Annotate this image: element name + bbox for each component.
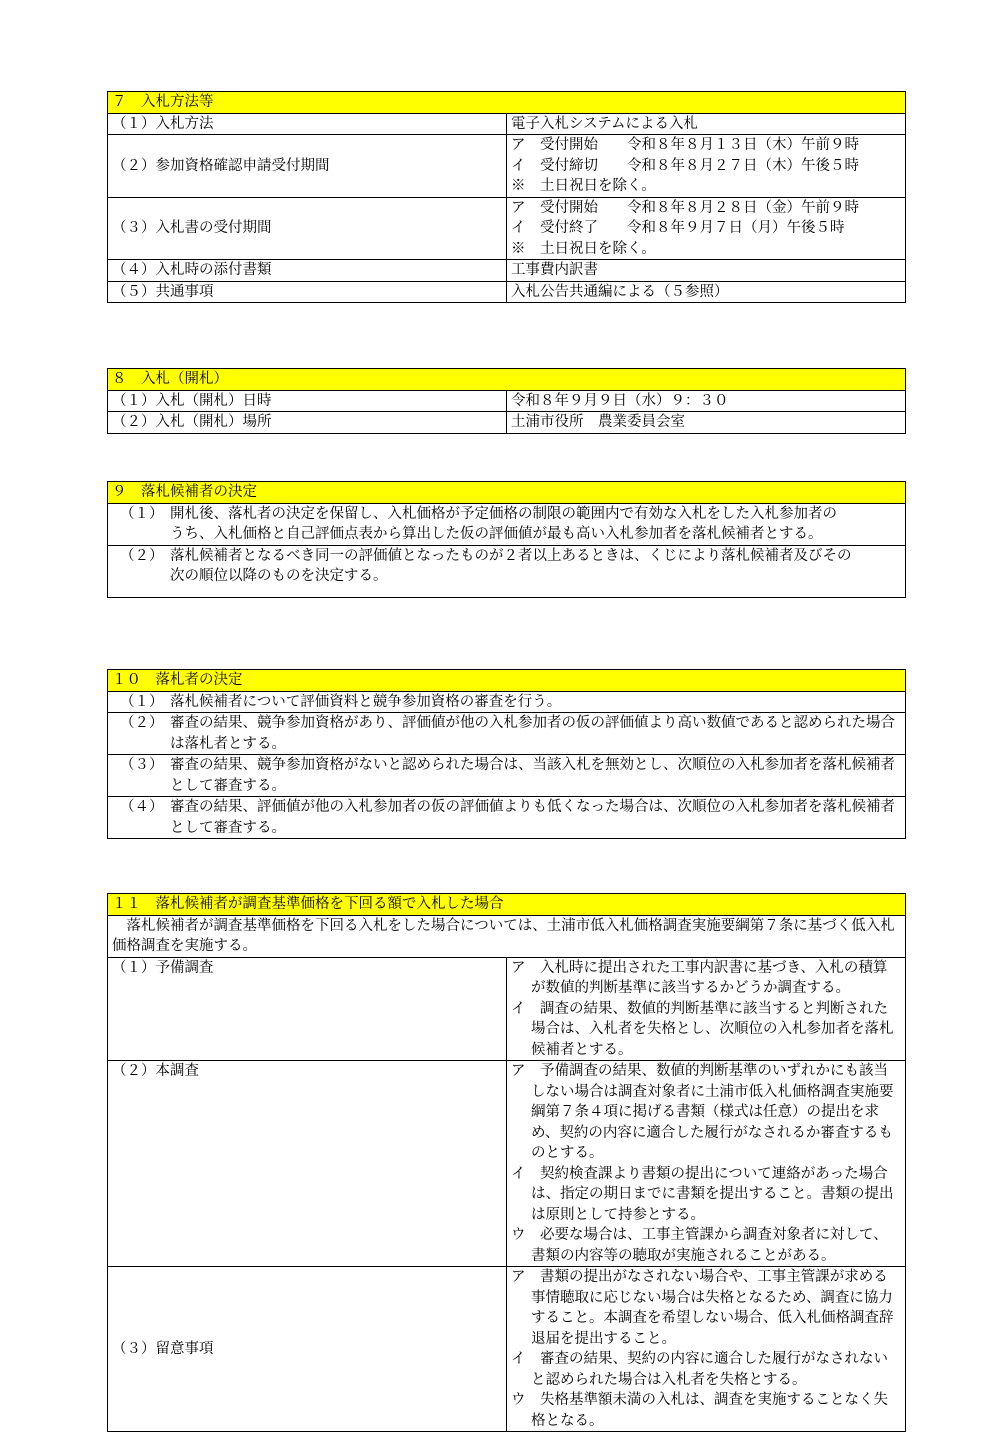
section-8	[107, 368, 906, 434]
s11-value-3: ア 書類の提出がなされない場合や、工事主管課が求める事情聴取に応じない場合は失格となるため、調査に協力すること。本調査を希望しない場合、低入札価格調査辞退届を提出すること。 イ 審査の結果、契約の内容に適合した履行がなされないと認められた場合は入札者を失格とする。 ウ 失格基準額未満の入札は、調査を実施することなく失格となる。	[507, 1267, 906, 1432]
s7-value-4: 工事費内訳書	[507, 260, 906, 282]
s8-value-1: 令和８年９月９日（水）９：３０	[507, 390, 906, 412]
section-9	[107, 481, 906, 598]
s11-label-3: （３）留意事項	[108, 1267, 507, 1432]
s7-label-4: （４）入札時の添付書類	[108, 260, 507, 282]
s10-item-2: （２） 審査の結果、競争参加資格があり、評価値が他の入札参加者の仮の評価値より高い数値であると認められた場合は落札者とする。	[108, 713, 906, 755]
s8-value-2: 土浦市役所 農業委員会室	[507, 412, 906, 434]
s11-label-2: （２）本調査	[108, 1061, 507, 1267]
s7-label-5: （５）共通事項	[108, 281, 507, 303]
s10-item-3: （３） 審査の結果、競争参加資格がないと認められた場合は、当該入札を無効とし、次順位の入札参加者を落札候補者として審査する。	[108, 755, 906, 797]
section-8-table	[107, 368, 906, 434]
s7-value-5: 入札公告共通編による（５参照）	[507, 281, 906, 303]
section-7	[107, 91, 906, 303]
s11-value-1: ア 入札時に提出された工事内訳書に基づき、入札の積算が数値的判断基準に該当するかどうか調査する。 イ 調査の結果、数値的判断基準に該当すると判断された場合は、入札者を失格とし、次順位の入札参加者を落札候補者とする。	[507, 957, 906, 1061]
section-10	[107, 669, 906, 839]
s9-item-2: （２） 落札候補者となるべき同一の評価値となったものが２者以上あるときは、くじにより落札候補者及びその次の順位以降のものを決定する。	[108, 545, 906, 597]
s7-value-2: ア 受付開始 令和８年８月１３日（木）午前９時 イ 受付締切 令和８年８月２７日（木）午後５時 ※ 土日祝日を除く。	[507, 135, 906, 198]
section-7-title: ７ 入札方法等	[108, 92, 906, 114]
section-8-title: ８ 入札（開札）	[108, 369, 906, 391]
section-10-table	[107, 669, 906, 839]
section-10-title: １０ 落札者の決定	[108, 670, 906, 692]
s8-label-2: （２）入札（開札）場所	[108, 412, 507, 434]
s7-label-2: （２）参加資格確認申請受付期間	[108, 135, 507, 198]
section-9-title: ９ 落札候補者の決定	[108, 482, 906, 504]
section-7-table	[107, 91, 906, 303]
s11-label-1: （１）予備調査	[108, 957, 507, 1061]
section-9-table	[107, 481, 906, 598]
s10-item-1: （１） 落札候補者について評価資料と競争参加資格の審査を行う。	[108, 691, 906, 713]
s8-label-1: （１）入札（開札）日時	[108, 390, 507, 412]
s7-value-3: ア 受付開始 令和８年８月２８日（金）午前９時 イ 受付終了 令和８年９月７日（月）午後５時 ※ 土日祝日を除く。	[507, 197, 906, 260]
s10-item-4: （４） 審査の結果、評価値が他の入札参加者の仮の評価値よりも低くなった場合は、次順位の入札参加者を落札候補者として審査する。	[108, 797, 906, 839]
s7-label-3: （３）入札書の受付期間	[108, 197, 507, 260]
s7-value-1: 電子入札システムによる入札	[507, 113, 906, 135]
s9-item-1: （１） 開札後、落札者の決定を保留し、入札価格が予定価格の制限の範囲内で有効な入札をした入札参加者のうち、入札価格と自己評価点表から算出した仮の評価値が最も高い入札参加者を落札候補者とする。	[108, 503, 906, 545]
section-11-table	[107, 893, 906, 1432]
section-11-title: １１ 落札候補者が調査基準価格を下回る額で入札した場合	[108, 894, 906, 916]
section-11	[107, 893, 906, 1432]
s11-intro: 落札候補者が調査基準価格を下回る入札をした場合については、土浦市低入札価格調査実施要綱第７条に基づく低入札価格調査を実施する。	[108, 915, 906, 957]
s7-label-1: （１）入札方法	[108, 113, 507, 135]
s11-value-2: ア 予備調査の結果、数値的判断基準のいずれかにも該当しない場合は調査対象者に土浦市低入札価格調査実施要綱第７条４項に掲げる書類（様式は任意）の提出を求め、契約の内容に適合した履行がなされるか審査するものとする。 イ 契約検査課より書類の提出について連絡があった場合は、指定の期日までに書類を提出すること。書類の提出は原則として持参とする。 ウ 必要な場合は、工事主管課から調査対象者に対して、書類の内容等の聴取が実施されることがある。	[507, 1061, 906, 1267]
